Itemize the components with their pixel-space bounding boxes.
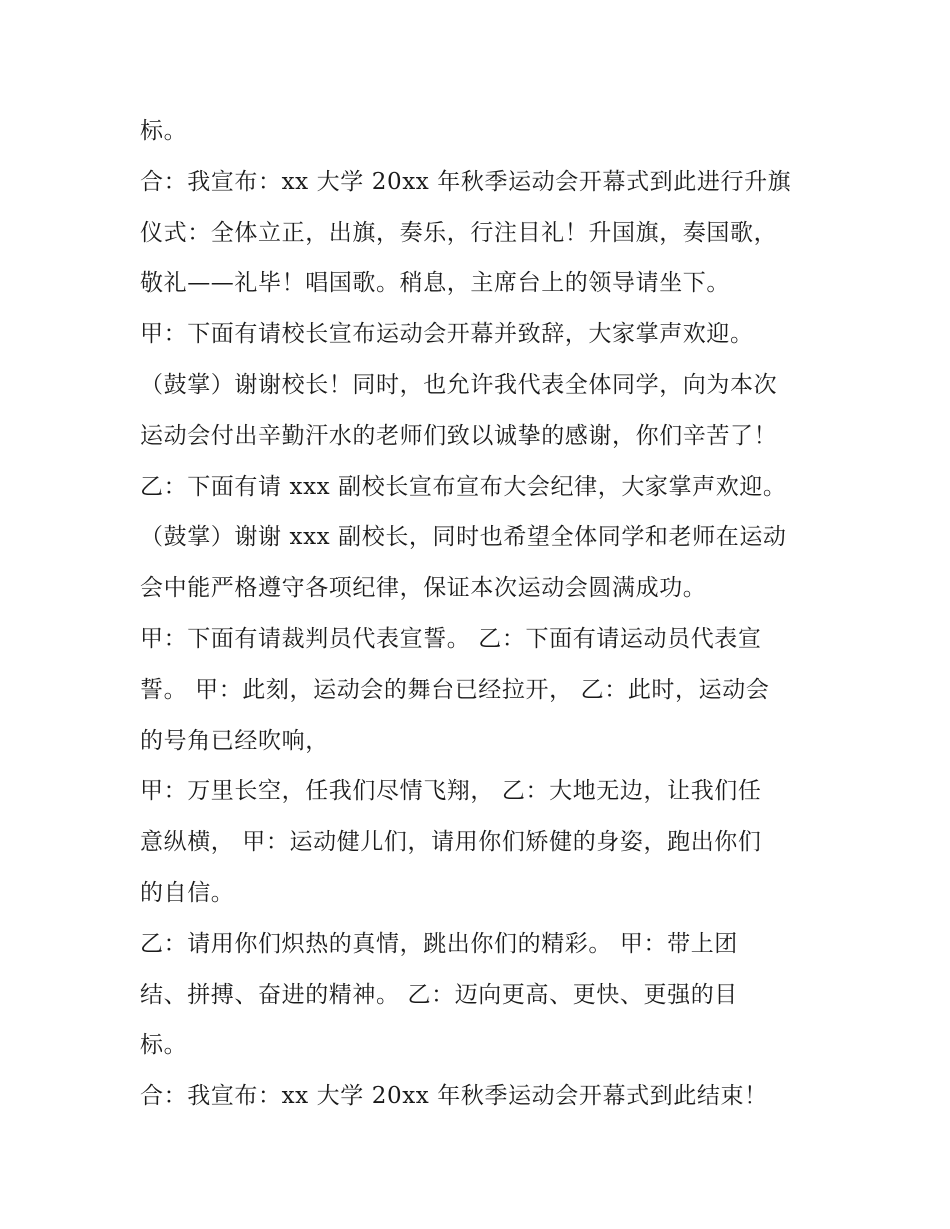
text-line: 意纵横， 甲：运动健儿们，请用你们矫健的身姿，跑出你们	[140, 829, 762, 856]
text-line: 的号角已经吹响，	[140, 727, 329, 754]
text-line: 标。	[140, 1032, 188, 1059]
text-line: 仪式：全体立正，出旗，奏乐，行注目礼！升国旗，奏国歌，	[140, 219, 778, 246]
text-line: 誓。 甲：此刻，运动会的舞台已经拉开， 乙：此时，运动会	[140, 676, 770, 703]
text-line: 甲：下面有请裁判员代表宣誓。 乙：下面有请运动员代表宣	[140, 625, 762, 652]
text-line: （鼓掌）谢谢校长！同时，也允许我代表全体同学，向为本次	[140, 371, 778, 398]
text-line: （鼓掌）谢谢 xxx 副校长，同时也希望全体同学和老师在运动	[140, 524, 787, 551]
text-line: 乙：请用你们炽热的真情，跳出你们的精彩。 甲：带上团	[140, 930, 738, 957]
text-line: 的自信。	[140, 879, 235, 906]
text-line: 甲：万里长空，任我们尽情飞翔， 乙：大地无边，让我们任	[140, 778, 762, 805]
text-line: 合：我宣布：xx 大学 20xx 年秋季运动会开幕式到此进行升旗	[140, 168, 792, 195]
text-line: 敬礼——礼毕！唱国歌。稍息，主席台上的领导请坐下。	[140, 270, 730, 297]
text-line: 结、拼搏、奋进的精神。 乙：迈向更高、更快、更强的目	[140, 981, 738, 1008]
text-line: 会中能严格遵守各项纪律，保证本次运动会圆满成功。	[140, 575, 707, 602]
text-line: 标。	[140, 118, 188, 144]
text-line: 合：我宣布：xx 大学 20xx 年秋季运动会开幕式到此结束！	[140, 1083, 768, 1110]
text-line: 甲：下面有请校长宣布运动会开幕并致辞，大家掌声欢迎。	[140, 321, 754, 348]
text-line: 运动会付出辛勤汗水的老师们致以诚挚的感谢，你们辛苦了！	[140, 422, 778, 449]
speech-script-body	[140, 106, 820, 1122]
text-line: 乙：下面有请 xxx 副校长宣布宣布大会纪律，大家掌声欢迎。	[140, 473, 787, 500]
